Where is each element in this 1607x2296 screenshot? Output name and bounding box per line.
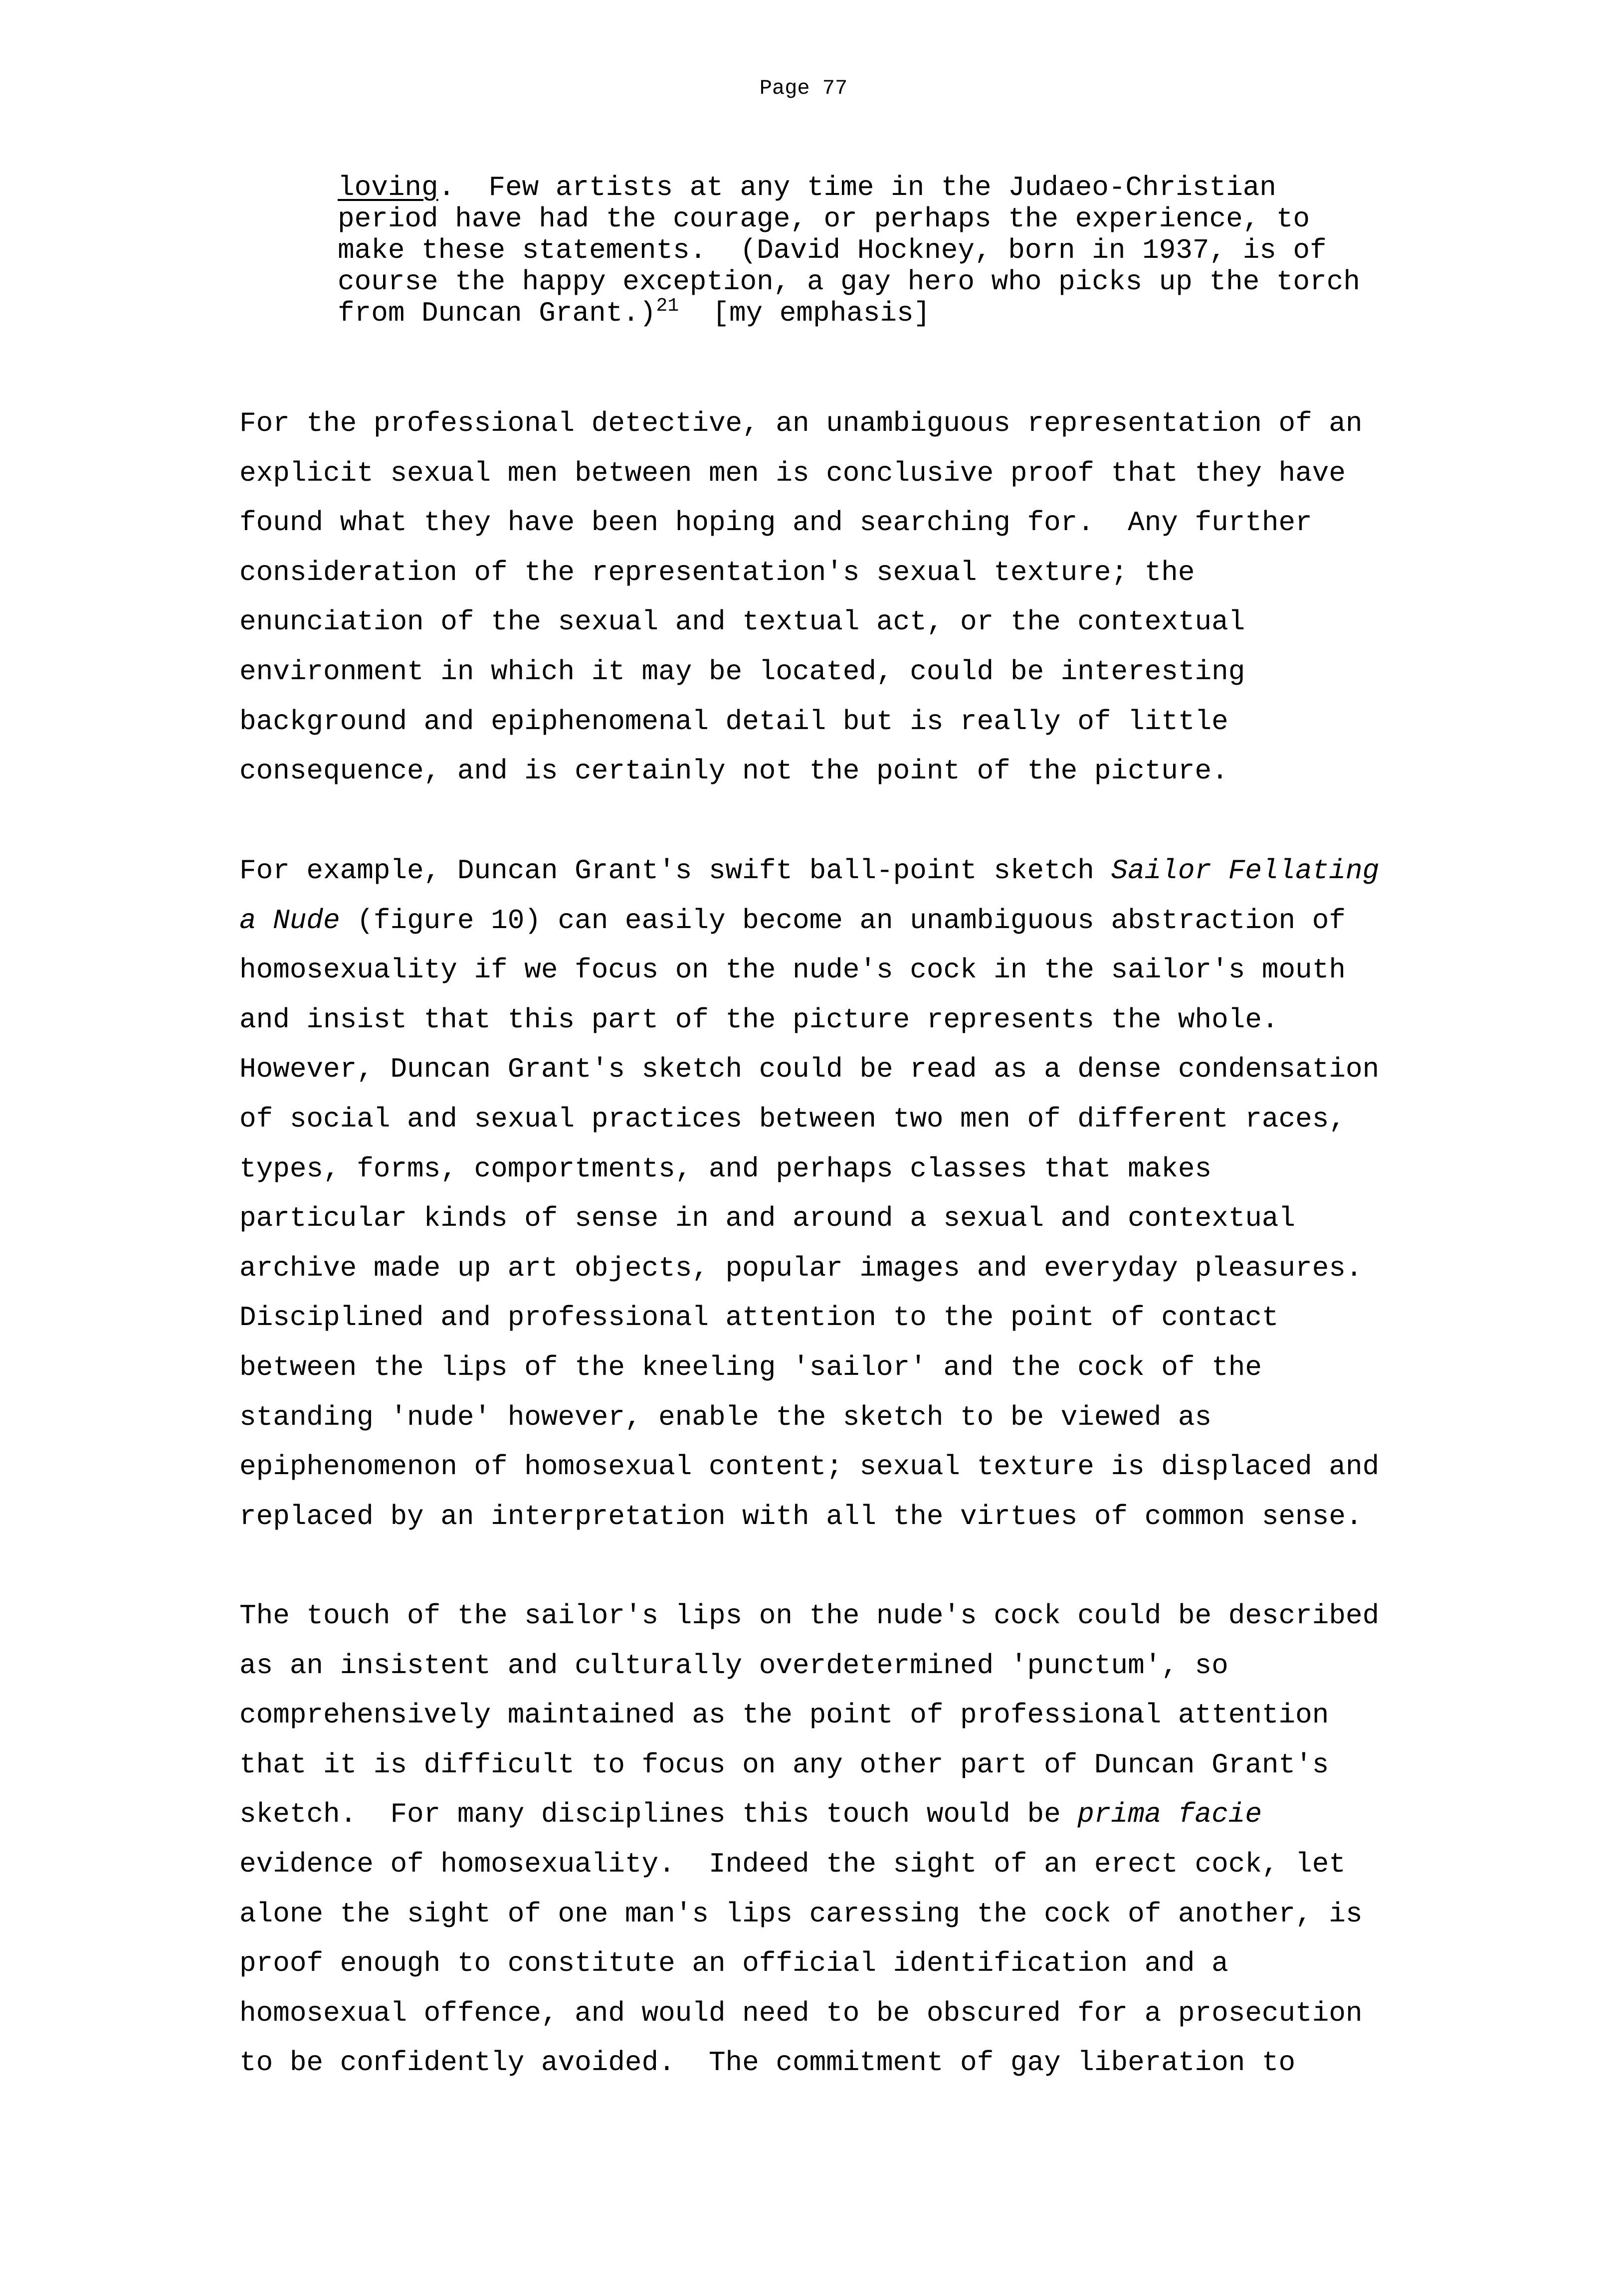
text-line: proof enough to constitute an official identification and a bbox=[239, 1947, 1228, 1980]
quote-line: from Duncan Grant.)$^{21}$ [my emphasis] bbox=[338, 295, 931, 329]
artwork-title: a Nude bbox=[239, 904, 340, 937]
text-line: and insist that this part of the picture represents the whole. bbox=[239, 1003, 1279, 1036]
text-line: epiphenomenon of homosexual content; sexual texture is displaced and bbox=[239, 1451, 1380, 1483]
text-line: standing 'nude' however, enable the sketch to be viewed as bbox=[239, 1401, 1212, 1433]
quote-line: period have had the courage, or perhaps the experience, to bbox=[338, 203, 1310, 235]
artwork-title: Sailor Fellating bbox=[1111, 855, 1380, 887]
text-line: background and epiphenomenal detail but is really of little bbox=[239, 705, 1228, 738]
text-line: homosexual offence, and would need to be obscured for a prosecution bbox=[239, 1997, 1363, 2029]
text-line: For the professional detective, an unambiguous representation of an bbox=[239, 407, 1363, 439]
text-line: The touch of the sailor's lips on the nude's cock could be described bbox=[239, 1600, 1380, 1632]
text-line: that it is difficult to focus on any other part of Duncan Grant's bbox=[239, 1748, 1329, 1781]
page-number: Page 77 bbox=[759, 76, 848, 100]
underlined-word: loving bbox=[338, 172, 438, 203]
text-line: homosexuality if we focus on the nude's cock in the sailor's mouth bbox=[239, 954, 1346, 986]
footnote-marker: 21 bbox=[656, 295, 679, 317]
text-line: alone the sight of one man's lips caressing the cock of another, is bbox=[239, 1898, 1363, 1930]
quote-line: loving. Few artists at any time in the Judaeo-Christian bbox=[338, 172, 1276, 203]
text-line: consideration of the representation's sexual texture; the bbox=[239, 556, 1195, 588]
text-line: evidence of homosexuality. Indeed the sight of an erect cock, let bbox=[239, 1848, 1346, 1880]
quote-line: course the happy exception, a gay hero who picks up the torch bbox=[338, 266, 1360, 298]
text-line: a Nude (figure 10) can easily become an unambiguous abstraction of bbox=[239, 904, 1346, 937]
text-line: comprehensively maintained as the point of professional attention bbox=[239, 1699, 1329, 1731]
text-line: particular kinds of sense in and around a sexual and contextual bbox=[239, 1202, 1296, 1235]
latin-phrase: prima facie bbox=[1077, 1798, 1262, 1831]
text-line: replaced by an interpretation with all the virtues of common sense. bbox=[239, 1500, 1363, 1532]
quote-line: make these statements. (David Hockney, born in 1937, is of bbox=[338, 234, 1327, 266]
text-line: types, forms, comportments, and perhaps classes that makes bbox=[239, 1152, 1212, 1185]
paragraph-2 bbox=[239, 846, 1387, 1541]
text-line: as an insistent and culturally overdetermined 'punctum', so bbox=[239, 1649, 1228, 1682]
text-line: For example, Duncan Grant's swift ball-point sketch Sailor Fellating bbox=[239, 855, 1380, 887]
text-line: between the lips of the kneeling 'sailor' and the cock of the bbox=[239, 1351, 1262, 1383]
text-line: enunciation of the sexual and textual act, or the contextual bbox=[239, 606, 1245, 638]
text-line: Disciplined and professional attention to the point of contact bbox=[239, 1302, 1279, 1334]
text-line: sketch. For many disciplines this touch would be prima facie bbox=[239, 1798, 1262, 1831]
text-line: of social and sexual practices between two men of different races, bbox=[239, 1103, 1346, 1135]
text-line: consequence, and is certainly not the point of the picture. bbox=[239, 755, 1228, 787]
text-line: explicit sexual men between men is conclusive proof that they have bbox=[239, 457, 1346, 489]
paragraph-1 bbox=[239, 399, 1387, 796]
text-line: to be confidently avoided. The commitment of gay liberation to bbox=[239, 2047, 1296, 2079]
text-line: environment in which it may be located, could be interesting bbox=[239, 655, 1245, 688]
text-line: archive made up art objects, popular images and everyday pleasures. bbox=[239, 1252, 1363, 1284]
text-line: However, Duncan Grant's sketch could be read as a dense condensation bbox=[239, 1053, 1380, 1086]
text-line: found what they have been hoping and searching for. Any further bbox=[239, 507, 1312, 539]
block-quote bbox=[338, 172, 1405, 329]
paragraph-3 bbox=[239, 1591, 1387, 2088]
